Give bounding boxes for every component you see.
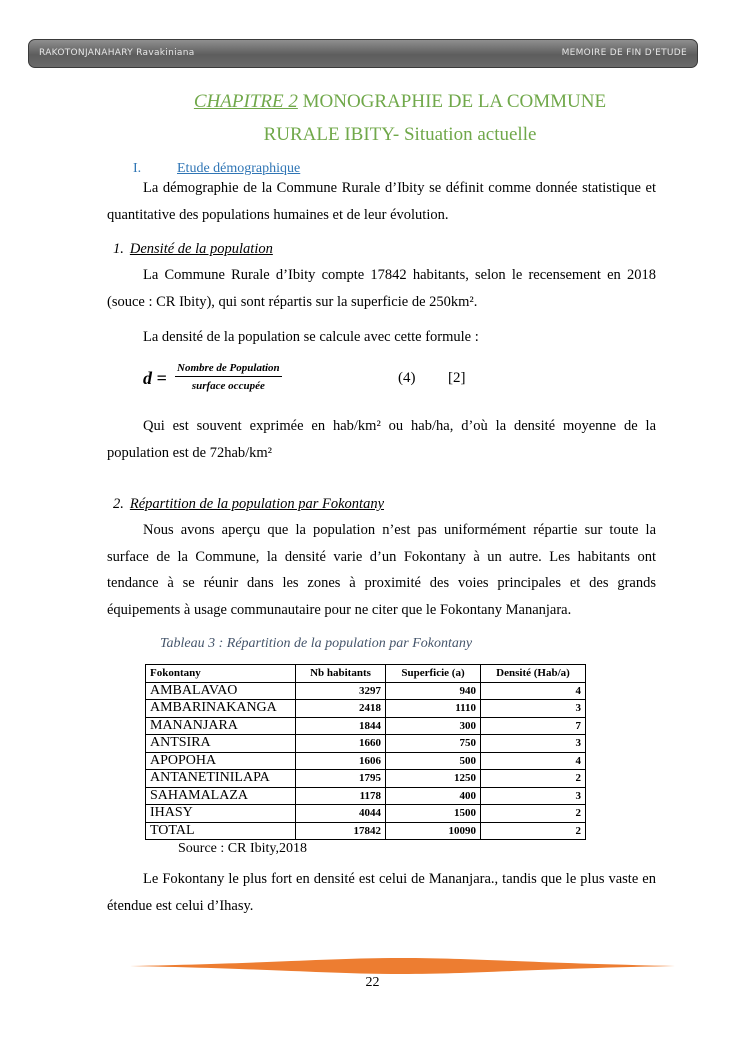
table-header-row (146, 665, 586, 683)
area-cell: 750 (386, 735, 481, 753)
formula-denominator: surface occupée (191, 380, 265, 392)
table-row (146, 735, 586, 753)
population-table (145, 664, 586, 840)
density-cell: 2 (481, 770, 586, 788)
table-total-row (146, 822, 586, 840)
column-header: Densité (Hab/a) (481, 665, 586, 683)
header-author: RAKOTONJANAHARY Ravakiniana (39, 48, 195, 58)
fokontany-name: APOPOHA (146, 752, 296, 770)
area-cell: 1500 (386, 805, 481, 823)
inhabitants-cell: 1178 (296, 787, 386, 805)
section-number: I. (133, 161, 142, 176)
header-doc-type: MEMOIRE DE FIN D’ETUDE (561, 48, 687, 58)
density-cell: 3 (481, 700, 586, 718)
intro-paragraph: La démographie de la Commune Rurale d’Ibity se définit comme donnée statistique et quantitative des populations humaines et de leur évolution. (107, 180, 656, 223)
conclusion-paragraph: Le Fokontany le plus fort en densité est celui de Mananjara., tandis que le plus vaste en étendue est celui d’Ihasy. (107, 871, 656, 914)
running-header (28, 39, 698, 68)
equation-number: (4) (398, 370, 416, 386)
fokontany-name: MANANJARA (146, 717, 296, 735)
chapter-label: CHAPITRE 2 (193, 91, 298, 112)
density-paragraph-1: La Commune Rurale d’Ibity compte 17842 habitants, selon le recensement en 2018 (souce : CR Ibity), qui sont répartis sur la superficie de 250km². (107, 267, 656, 310)
fokontany-name: ANTSIRA (146, 735, 296, 753)
density-paragraph-2: La densité de la population se calcule avec cette formule : (143, 329, 479, 345)
total-inhabitants: 17842 (296, 822, 386, 840)
density-cell: 3 (481, 735, 586, 753)
density-cell: 4 (481, 682, 586, 700)
subsection-2-heading (113, 496, 384, 513)
table-caption: Tableau 3 : Répartition de la population par Fokontany (160, 636, 473, 651)
area-cell: 500 (386, 752, 481, 770)
table-row (146, 805, 586, 823)
fokontany-name: AMBALAVAO (146, 682, 296, 700)
inhabitants-cell: 2418 (296, 700, 386, 718)
formula-fraction (175, 362, 282, 392)
column-header: Fokontany (146, 665, 296, 683)
area-cell: 300 (386, 717, 481, 735)
inhabitants-cell: 1660 (296, 735, 386, 753)
subsection-2-number: 2. (113, 496, 124, 512)
column-header: Superficie (a) (386, 665, 481, 683)
area-cell: 940 (386, 682, 481, 700)
density-cell: 3 (481, 787, 586, 805)
formula-lhs: d = (143, 368, 167, 388)
chapter-title-line2: RURALE IBITY- Situation actuelle (263, 124, 537, 145)
table-row (146, 752, 586, 770)
area-cell: 1250 (386, 770, 481, 788)
column-header: Nb habitants (296, 665, 386, 683)
chapter-title-text: MONOGRAPHIE DE LA COMMUNE (302, 91, 607, 112)
subsection-2-title: Répartition de la population par Fokontany (129, 496, 385, 512)
inhabitants-cell: 4044 (296, 805, 386, 823)
page-number: 22 (365, 975, 380, 990)
footer-swoosh (130, 958, 675, 974)
table-row (146, 682, 586, 700)
table-row (146, 700, 586, 718)
density-cell: 2 (481, 805, 586, 823)
density-cell: 7 (481, 717, 586, 735)
citation-reference: [2] (448, 370, 466, 386)
formula-numerator: Nombre de Population (175, 362, 282, 377)
total-label: TOTAL (146, 822, 296, 840)
area-cell: 1110 (386, 700, 481, 718)
fokontany-name: AMBARINAKANGA (146, 700, 296, 718)
table-row (146, 770, 586, 788)
subsection-1-heading (113, 241, 273, 258)
table-source: Source : CR Ibity,2018 (178, 841, 307, 856)
table-row (146, 787, 586, 805)
inhabitants-cell: 1844 (296, 717, 386, 735)
section-title[interactable]: Etude démographique (177, 161, 301, 176)
inhabitants-cell: 3297 (296, 682, 386, 700)
subsection-1-title: Densité de la population (129, 241, 273, 257)
inhabitants-cell: 1795 (296, 770, 386, 788)
density-paragraph-3: Qui est souvent exprimée en hab/km² ou hab/ha, d’où la densité moyenne de la population est de 72hab/km² (107, 418, 656, 461)
chapter-title-line1 (100, 91, 700, 113)
fokontany-name: ANTANETINILAPA (146, 770, 296, 788)
area-cell: 400 (386, 787, 481, 805)
subsection-1-number: 1. (113, 241, 124, 257)
total-density: 2 (481, 822, 586, 840)
distribution-paragraph: Nous avons aperçu que la population n’est pas uniformément répartie sur toute la surface de la Commune, la densité varie d’un Fokontany à un autre. Les habitants ont tendance à se réunir dans les zones à proximité des voies principales et des grands équipements à usage communautaire pour ne citer que le Fokontany Mananjara. (107, 522, 656, 618)
fokontany-name: IHASY (146, 805, 296, 823)
inhabitants-cell: 1606 (296, 752, 386, 770)
fokontany-name: SAHAMALAZA (146, 787, 296, 805)
table-row (146, 717, 586, 735)
density-cell: 4 (481, 752, 586, 770)
total-area: 10090 (386, 822, 481, 840)
